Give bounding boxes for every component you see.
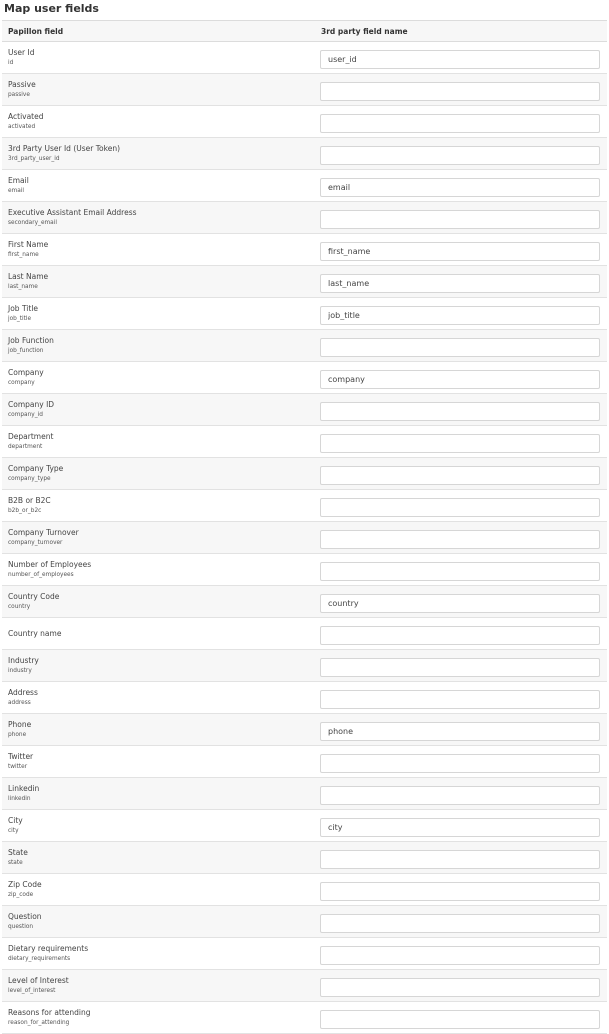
third-party-field-cell (309, 938, 607, 970)
field-key: id (8, 59, 14, 66)
third-party-field-cell (309, 234, 607, 266)
field-label: Email (8, 175, 29, 185)
field-key: question (8, 923, 34, 930)
papillon-field-header: Papillon field (2, 21, 309, 42)
field-label: Country Code (8, 591, 60, 601)
third-party-field-input[interactable] (320, 370, 600, 389)
field-label: Twitter (8, 751, 34, 761)
third-party-field-cell (309, 586, 607, 618)
papillon-field-cell (2, 42, 309, 74)
papillon-field-cell (2, 746, 309, 778)
third-party-field-input[interactable] (320, 466, 600, 485)
field-key: zip_code (8, 891, 34, 898)
field-key: last_name (8, 283, 38, 290)
field-label: Company Turnover (8, 527, 79, 537)
table-row (2, 522, 607, 554)
papillon-field-cell (2, 1002, 309, 1034)
field-label: Phone (8, 719, 32, 729)
field-key: 3rd_party_user_id (8, 155, 60, 162)
field-key: state (8, 859, 23, 866)
field-label: B2B or B2C (8, 495, 51, 505)
third-party-field-input[interactable] (320, 914, 600, 933)
third-party-field-input[interactable] (320, 338, 600, 357)
third-party-field-cell (309, 714, 607, 746)
third-party-field-cell (309, 970, 607, 1002)
field-key: company_type (8, 475, 51, 482)
table-row (2, 202, 607, 234)
field-key: passive (8, 91, 30, 98)
field-label: Number of Employees (8, 559, 92, 569)
third-party-field-input[interactable] (320, 146, 600, 165)
papillon-field-cell (2, 938, 309, 970)
third-party-field-input[interactable] (320, 498, 600, 517)
third-party-field-input[interactable] (320, 306, 600, 325)
table-row (2, 138, 607, 170)
field-label: Job Function (8, 335, 54, 345)
table-row (2, 682, 607, 714)
third-party-field-input[interactable] (320, 850, 600, 869)
table-row (2, 362, 607, 394)
third-party-field-input[interactable] (320, 786, 600, 805)
field-label: Job Title (8, 303, 39, 313)
table-row (2, 874, 607, 906)
table-row (2, 234, 607, 266)
field-key: secondary_email (8, 219, 57, 226)
third-party-field-input[interactable] (320, 594, 600, 613)
table-row (2, 458, 607, 490)
field-label: Reasons for attending (8, 1007, 91, 1017)
field-label: Passive (8, 79, 36, 89)
field-label: Zip Code (8, 879, 42, 889)
field-label: First Name (8, 239, 49, 249)
papillon-field-cell (2, 618, 309, 650)
table-row (2, 1002, 607, 1034)
table-row (2, 810, 607, 842)
table-row (2, 906, 607, 938)
field-label: Company (8, 367, 44, 377)
third-party-field-input[interactable] (320, 722, 600, 741)
table-row (2, 490, 607, 522)
table-row (2, 586, 607, 618)
table-row (2, 778, 607, 810)
third-party-field-cell (309, 394, 607, 426)
third-party-field-cell (309, 682, 607, 714)
papillon-field-cell (2, 554, 309, 586)
third-party-field-cell (309, 426, 607, 458)
field-label: Address (8, 687, 38, 697)
papillon-field-cell (2, 234, 309, 266)
page-title: Map user fields (4, 2, 99, 15)
third-party-field-cell (309, 906, 607, 938)
third-party-field-cell (309, 138, 607, 170)
field-key: company_id (8, 411, 43, 418)
papillon-field-cell (2, 74, 309, 106)
papillon-field-cell (2, 842, 309, 874)
papillon-field-cell (2, 426, 309, 458)
third-party-field-input[interactable] (320, 1010, 600, 1029)
table-row (2, 650, 607, 682)
field-key: activated (8, 123, 36, 130)
papillon-field-cell (2, 778, 309, 810)
table-row (2, 970, 607, 1002)
table-row (2, 394, 607, 426)
third-party-field-cell (309, 874, 607, 906)
field-label: User Id (8, 47, 35, 57)
papillon-field-cell (2, 298, 309, 330)
table-row (2, 554, 607, 586)
third-party-field-cell (309, 42, 607, 74)
third-party-field-input[interactable] (320, 818, 600, 837)
third-party-field-cell (309, 266, 607, 298)
field-label: Linkedin (8, 783, 40, 793)
papillon-field-cell (2, 714, 309, 746)
third-party-field-cell (309, 810, 607, 842)
field-label: Last Name (8, 271, 49, 281)
field-key: company_turnover (8, 539, 63, 546)
third-party-field-cell (309, 554, 607, 586)
third-party-field-input[interactable] (320, 210, 600, 229)
field-label: Activated (8, 111, 44, 121)
field-key: level_of_interest (8, 987, 56, 994)
field-key: email (8, 187, 24, 194)
papillon-field-cell (2, 394, 309, 426)
field-label: Level of Interest (8, 975, 69, 985)
field-label: Dietary requirements (8, 943, 89, 953)
papillon-field-cell (2, 458, 309, 490)
field-label: 3rd Party User Id (User Token) (8, 143, 121, 153)
third-party-field-cell (309, 1002, 607, 1034)
field-label: Company ID (8, 399, 55, 409)
table-header-row (2, 21, 607, 42)
third-party-field-input[interactable] (320, 754, 600, 773)
field-label: City (8, 815, 23, 825)
table-row (2, 938, 607, 970)
third-party-field-cell (309, 362, 607, 394)
third-party-field-cell (309, 842, 607, 874)
field-key: first_name (8, 251, 39, 258)
third-party-field-input[interactable] (320, 626, 600, 645)
table-row (2, 74, 607, 106)
table-row (2, 106, 607, 138)
third-party-field-input[interactable] (320, 242, 600, 261)
table-row (2, 330, 607, 362)
third-party-field-header: 3rd party field name (309, 21, 607, 42)
papillon-field-cell (2, 810, 309, 842)
field-label: Country name (8, 628, 62, 638)
third-party-field-input[interactable] (320, 530, 600, 549)
third-party-field-cell (309, 202, 607, 234)
papillon-field-cell (2, 522, 309, 554)
field-key: number_of_employees (8, 571, 74, 578)
third-party-field-cell (309, 490, 607, 522)
third-party-field-cell (309, 330, 607, 362)
third-party-field-input[interactable] (320, 274, 600, 293)
field-key: b2b_or_b2c (8, 507, 42, 514)
papillon-field-cell (2, 330, 309, 362)
papillon-field-cell (2, 266, 309, 298)
table-row (2, 266, 607, 298)
third-party-field-cell (309, 458, 607, 490)
papillon-field-cell (2, 170, 309, 202)
field-key: linkedin (8, 795, 31, 802)
third-party-field-input[interactable] (320, 946, 600, 965)
third-party-field-input[interactable] (320, 114, 600, 133)
third-party-field-cell (309, 522, 607, 554)
table-row (2, 42, 607, 74)
field-key: dietary_requirements (8, 955, 71, 962)
papillon-field-cell (2, 682, 309, 714)
field-label: Executive Assistant Email Address (8, 207, 137, 217)
third-party-field-input[interactable] (320, 434, 600, 453)
third-party-field-cell (309, 106, 607, 138)
third-party-field-cell (309, 746, 607, 778)
third-party-field-cell (309, 170, 607, 202)
papillon-field-cell (2, 650, 309, 682)
papillon-field-cell (2, 138, 309, 170)
third-party-field-input[interactable] (320, 690, 600, 709)
papillon-field-cell (2, 490, 309, 522)
table-row (2, 714, 607, 746)
third-party-field-input[interactable] (320, 402, 600, 421)
field-key: address (8, 699, 31, 706)
field-key: reason_for_attending (8, 1019, 70, 1026)
third-party-field-input[interactable] (320, 882, 600, 901)
third-party-field-cell (309, 618, 607, 650)
papillon-field-cell (2, 970, 309, 1002)
field-key: city (8, 827, 19, 834)
third-party-field-cell (309, 778, 607, 810)
field-key: company (8, 379, 35, 386)
field-key: department (8, 443, 43, 450)
field-label: Department (8, 431, 54, 441)
field-key: job_title (8, 315, 32, 322)
field-key: twitter (8, 763, 28, 770)
third-party-field-cell (309, 74, 607, 106)
field-label: Industry (8, 655, 39, 665)
table-row (2, 842, 607, 874)
third-party-field-input[interactable] (320, 658, 600, 677)
table-row (2, 618, 607, 650)
field-key: industry (8, 667, 32, 674)
table-row (2, 746, 607, 778)
field-key: country (8, 603, 31, 610)
third-party-field-cell (309, 650, 607, 682)
table-row (2, 298, 607, 330)
third-party-field-input[interactable] (320, 562, 600, 581)
field-label: Company Type (8, 463, 64, 473)
field-key: phone (8, 731, 27, 738)
papillon-field-cell (2, 362, 309, 394)
papillon-field-cell (2, 906, 309, 938)
field-label: Question (8, 911, 42, 921)
field-label: State (8, 847, 28, 857)
third-party-field-input[interactable] (320, 978, 600, 997)
papillon-field-cell (2, 106, 309, 138)
papillon-field-cell (2, 202, 309, 234)
table-row (2, 170, 607, 202)
papillon-field-cell (2, 586, 309, 618)
papillon-field-cell (2, 874, 309, 906)
table-row (2, 426, 607, 458)
third-party-field-input[interactable] (320, 50, 600, 69)
third-party-field-input[interactable] (320, 178, 600, 197)
field-key: job_function (8, 347, 44, 354)
third-party-field-cell (309, 298, 607, 330)
third-party-field-input[interactable] (320, 82, 600, 101)
field-mapping-table (2, 20, 607, 1034)
